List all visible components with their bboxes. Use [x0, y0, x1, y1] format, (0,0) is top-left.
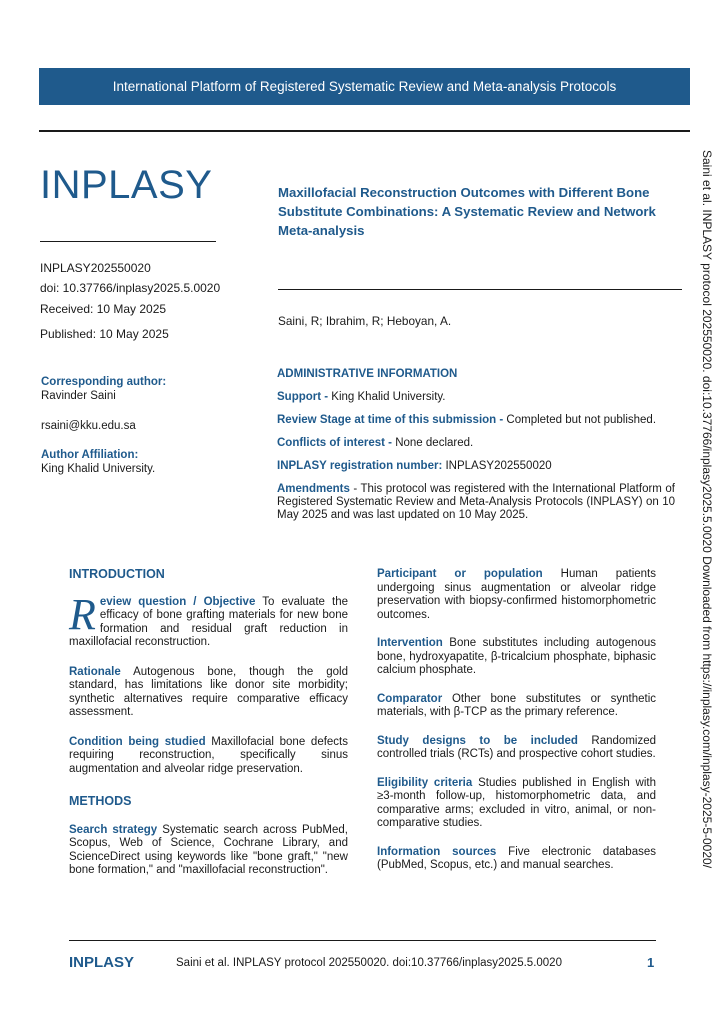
rationale — [69, 666, 348, 720]
intervention-label: Intervention — [377, 637, 443, 649]
condition-label: Condition being studied — [69, 735, 206, 748]
corresponding-label: Corresponding author: — [41, 376, 167, 388]
stage-label: Review Stage at time of this submission - — [277, 414, 504, 426]
comparator-value: Other bone substitutes or synthetic materials, with β-TCP as the primary reference. — [377, 692, 656, 718]
brand-logo: INPLASY — [40, 163, 213, 207]
registration-value: INPLASY202550020 — [442, 460, 552, 472]
amendments-row — [277, 483, 675, 522]
header-rule — [39, 130, 690, 132]
search-strategy — [69, 824, 348, 878]
footer-citation: Saini et al. INPLASY protocol 202550020. doi:10.37766/inplasy2025.5.0020 — [176, 957, 562, 969]
review-question — [69, 589, 348, 650]
participants-value: Human patients undergoing sinus augmentation or alveolar ridge preservation with biopsy-confirmed histomorphometric outcomes. — [377, 568, 656, 621]
review-question-label: eview question / Objective — [99, 595, 256, 608]
authors: Saini, R; Ibrahim, R; Heboyan, A. — [278, 314, 452, 328]
stage-value: Completed but not published. — [503, 414, 657, 426]
affiliation-value: King Khalid University. — [41, 463, 156, 475]
condition — [69, 736, 348, 777]
study-designs-label: Study designs to be included — [377, 734, 578, 747]
journal-banner — [39, 68, 690, 105]
study-designs-value: Randomized controlled trials (RCTs) and prospective cohort studies. — [377, 734, 656, 760]
conflicts-value: None declared. — [392, 437, 474, 449]
banner-text: International Platform of Registered Systematic Review and Meta-analysis Protocols — [112, 79, 617, 94]
support-label: Support - — [277, 391, 329, 403]
received-date: Received: 10 May 2025 — [40, 302, 167, 316]
amendments-value: - This protocol was registered with the International Platform of Registered Systematic Review and Meta-Analysis Protocols (INPLASY) on 10 May 2025 and was last updated on 10 May 2025. — [277, 483, 675, 521]
brand-rule — [40, 241, 216, 242]
administrative-info — [277, 368, 675, 532]
right-column — [377, 568, 656, 873]
registration-label: INPLASY registration number: — [277, 460, 443, 472]
stage-row — [277, 414, 675, 427]
support-value: King Khalid University. — [328, 391, 446, 403]
left-column — [69, 568, 348, 878]
conflicts-label: Conflicts of interest - — [277, 437, 393, 449]
footer-rule — [69, 940, 656, 941]
drop-cap: R — [69, 589, 96, 639]
page-number: 1 — [647, 955, 655, 970]
conflicts-row — [277, 437, 675, 450]
review-question-value: To evaluate the efficacy of bone grafting materials for new bone formation and residual graft reduction in maxillofacial reconstruction. — [69, 595, 348, 648]
intervention — [377, 637, 656, 678]
doi: doi: 10.37766/inplasy2025.5.0020 — [40, 281, 221, 295]
corresponding-name: Ravinder Saini — [41, 390, 116, 402]
eligibility-value: Studies published in English with ≥3-month follow-up, histomorphometric data, and comparative arms; excluded in vitro, animal, or non-comparative studies. — [377, 776, 657, 829]
participants — [377, 568, 656, 622]
inplasy-id: INPLASY202550020 — [40, 261, 151, 275]
introduction-heading: INTRODUCTION — [69, 567, 165, 581]
comparator-label: Comparator — [377, 692, 443, 705]
amendments-label: Amendments — [277, 483, 350, 495]
eligibility-label: Eligibility criteria — [377, 776, 473, 789]
published-date: Published: 10 May 2025 — [40, 327, 169, 341]
study-designs — [377, 735, 656, 762]
rationale-label: Rationale — [69, 665, 121, 678]
eligibility — [377, 777, 656, 831]
methods-heading: METHODS — [69, 794, 132, 808]
support-row — [277, 391, 675, 404]
information-sources — [377, 846, 656, 873]
paper-title: Maxillofacial Reconstruction Outcomes with Different Bone Substitute Combinations: A Systematic Review and Network Meta-analysis — [278, 185, 656, 238]
admin-heading: ADMINISTRATIVE INFORMATION — [277, 368, 458, 380]
search-strategy-value: Systematic search across PubMed, Scopus, Web of Science, Cochrane Library, and ScienceDirect using keywords like "bone graft," "new bone formation," and "maxillofacial reconstruction". — [69, 823, 349, 876]
information-sources-label: Information sources — [377, 845, 497, 858]
intervention-value: Bone substitutes including autogenous bone, hydroxyapatite, β-tricalcium phosphate, biphasic calcium phosphate. — [377, 637, 656, 676]
rationale-value: Autogenous bone, though the gold standard, has limitations like donor site morbidity; synthetic alternatives require comparative efficacy assessment. — [69, 665, 348, 718]
footer-brand: INPLASY — [69, 954, 135, 971]
search-strategy-label: Search strategy — [69, 823, 158, 836]
side-download-note: Saini et al. INPLASY protocol 202550020. doi:10.37766/inplasy2025.5.0020 Downloaded from https://inplasy.com/inplasy-2025-5-0020/ — [700, 150, 714, 869]
affiliation-block — [41, 448, 155, 476]
comparator — [377, 693, 656, 720]
corresponding-author-block — [41, 375, 166, 403]
registration-row — [277, 460, 675, 473]
affiliation-label: Author Affiliation: — [41, 449, 139, 461]
corresponding-email[interactable]: rsaini@kku.edu.sa — [41, 420, 136, 432]
information-sources-value: Five electronic databases (PubMed, Scopus, etc.) and manual searches. — [377, 845, 656, 871]
condition-value: Maxillofacial bone defects requiring reconstruction, specifically sinus augmentation and alveolar ridge preservation. — [69, 735, 348, 775]
title-rule — [278, 289, 682, 290]
participants-label: Participant or population — [377, 568, 543, 580]
